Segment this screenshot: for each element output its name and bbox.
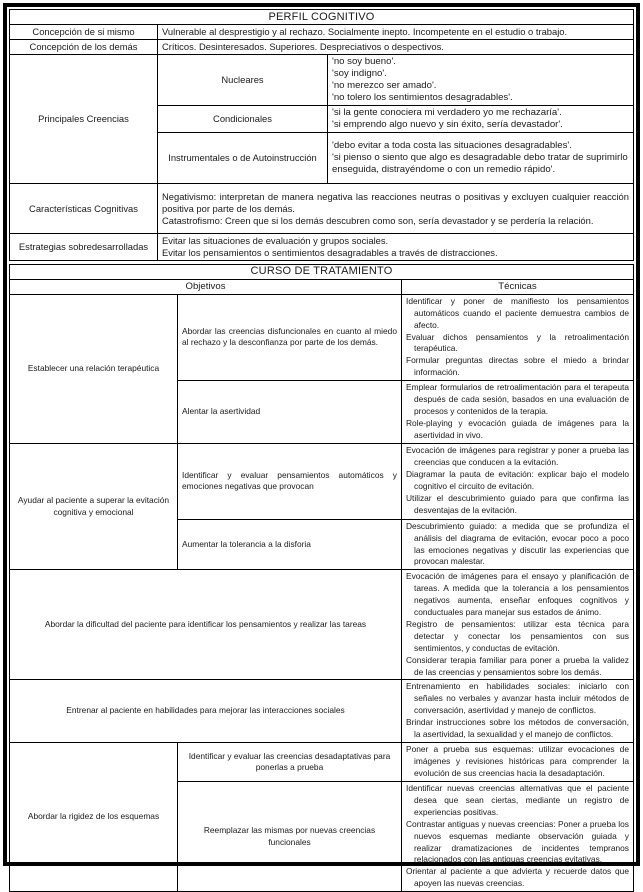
instrumentales-quotes (328, 133, 634, 184)
techniques-cell (402, 381, 634, 444)
treatment-row (10, 294, 634, 380)
techniques-cell (402, 294, 634, 380)
technique-item: Poner a prueba sus esquemas: utilizar evocaciones de imágenes y revisiones históricas para comprender la evolución de sus creencias hacia la desadaptación. (406, 744, 629, 778)
technique-item: Contrastar antiguas y nuevas creencias: Poner a prueba los nuevos esquemas mediante observación guiada y realizar dramatizaciones de incidentes tempranos relacionados con las antiguas creencias evitativas. (406, 818, 629, 865)
strategies-value (158, 234, 634, 261)
objective-cell: Entrenar al paciente en habilidades para mejorar las interacciones sociales (10, 680, 402, 743)
cognitive-features-value (158, 184, 634, 234)
treatment-row (10, 570, 634, 680)
objective-cell: Abordar la dificultad del paciente para identificar los pensamientos y realizar las tareas (10, 570, 402, 680)
technique-item: Registro de pensamientos: utilizar esta técnica para detectar y conectar los pensamientos con sus sentimientos, y conductas de evitación. (406, 618, 629, 653)
objective-cell: Ayudar al paciente a superar la evitación cognitiva y emocional (10, 443, 178, 570)
curso-tratamiento-table (9, 264, 634, 892)
quote-line: 'soy indigno'. (332, 68, 387, 79)
technique-item: Role-playing y evocación guiada de imágenes para la asertividad in vivo. (406, 417, 629, 440)
others-concept-row (10, 40, 634, 55)
technique-item: Brindar instrucciones sobre los métodos de conversación, la asertividad, la sexualidad y el manejo de conflictos. (406, 717, 629, 740)
technique-item: Descubrimiento guiado: a medida que se profundiza el análisis del diagrama de evitación, evocar poco a poco las emociones negativas y discutir las experiencias que provocan malestar. (406, 520, 629, 567)
cognitive-features-label: Características Cognitivas (10, 184, 158, 234)
quote-line: 'no soy bueno'. (332, 56, 396, 67)
strategy-item: Evitar las situaciones de evaluación y grupos sociales. (162, 235, 389, 246)
perfil-cognitivo-table (9, 9, 634, 261)
techniques-cell (402, 680, 634, 743)
techniques-cell (402, 443, 634, 519)
sub-objective-cell: Reemplazar las mismas por nuevas creencias funcionales (178, 782, 402, 892)
objective-cell: Establecer una relación terapéutica (10, 294, 178, 443)
belief-type-nucleares: Nucleares (158, 55, 328, 106)
document-frame (3, 3, 640, 889)
strategies-label: Estrategias sobredesarrolladas (10, 234, 158, 261)
curso-header-row (10, 279, 634, 294)
techniques-cell (402, 782, 634, 892)
curso-title: CURSO DE TRATAMIENTO (10, 265, 634, 280)
nucleares-quotes (328, 55, 634, 106)
belief-type-condicionales: Condicionales (158, 106, 328, 133)
quote-line: 'si pienso o siento que algo es desagradable debo tratar de suprimirlo enseguida, distrayéndome o con un remedio rápido'. (332, 152, 628, 175)
self-concept-row (10, 25, 634, 40)
technique-item: Identificar y poner de manifiesto los pensamientos automáticos cuando el paciente demuestra cambios de afecto. (406, 295, 629, 330)
techniques-cell (402, 519, 634, 570)
cognitive-features-row (10, 184, 634, 234)
others-concept-value: Críticos. Desinteresados. Superiores. Despreciativos o despectivos. (158, 40, 634, 55)
treatment-row (10, 443, 634, 519)
technique-item: Formular preguntas directas sobre el miedo a brindar información. (406, 355, 629, 378)
technique-item: Utilizar el descubrimiento guiado para que confirma las desventajas de la evitación. (406, 493, 629, 515)
strategy-item: Evitar los pensamientos o sentimientos desagradables a través de distracciones. (162, 247, 498, 258)
technique-item: Evocación de imágenes para registrar y poner a prueba las creencias que conducen a la evitación. (406, 445, 629, 468)
technique-item: Emplear formularios de retroalimentación para el terapeuta después de cada sesión, basados en una evaluación de procesos y contenidos de la terapia. (406, 382, 629, 416)
sub-objective-cell: Abordar las creencias disfuncionales en cuanto al miedo al rechazo y la desconfianza por parte de los demás. (178, 294, 402, 380)
quote-line: 'debo evitar a toda costa las situaciones desagradables'. (332, 140, 572, 151)
beliefs-nucleares-row (10, 55, 634, 106)
self-concept-label: Concepción de si mismo (10, 25, 158, 40)
beliefs-label: Principales Creencias (10, 55, 158, 184)
self-concept-value: Vulnerable al desprestigio y al rechazo. Socialmente inepto. Incompetente en el estudio o trabajo. (158, 25, 634, 40)
techniques-cell (402, 570, 634, 680)
curso-title-row (10, 265, 634, 280)
treatment-row (10, 680, 634, 743)
strategies-row (10, 234, 634, 261)
objective-cell: Abordar la rigidez de los esquemas (10, 743, 178, 892)
treatment-row (10, 743, 634, 782)
technique-item: Evaluar dichos pensamientos y la retroalimentación terapéutica. (406, 331, 629, 354)
technique-item: Orientar al paciente a que advierta y recuerde datos que apoyen las nuevas creencias. (406, 866, 629, 889)
technique-item: Considerar terapia familiar para poner a prueba la validez de las creencias y pensamientos sobre los demás. (406, 654, 629, 677)
sub-objective-cell: Alentar la asertividad (178, 381, 402, 444)
column-header-objetivos: Objetivos (10, 279, 402, 294)
others-concept-label: Concepción de los demás (10, 40, 158, 55)
quote-line: 'no merezco ser amado'. (332, 80, 437, 91)
quote-line: 'no tolero los sentimientos desagradables'. (332, 92, 513, 103)
cognitive-item: Negativismo: interpretan de manera negativa las reacciones neutras o positivas y excluyen cualquier reacción positiva por parte de los demás. (162, 190, 629, 214)
technique-item: Entrenamiento en habilidades sociales: iniciarlo con señales no verbales y avanzar hasta incluir métodos de conversación, asertividad y manejo de conflictos. (406, 681, 629, 716)
perfil-title-row (10, 10, 634, 25)
technique-item: Evocación de imágenes para el ensayo y planificación de tareas. A medida que la tolerancia a los pensamientos negativos aumenta, enseñar enfoques cognitivos y conductuales para manejar sus estados de ánimo. (406, 571, 629, 618)
condicionales-quotes (328, 106, 634, 133)
perfil-title: PERFIL COGNITIVO (10, 10, 634, 25)
techniques-cell (402, 743, 634, 782)
column-header-tecnicas: Técnicas (402, 279, 634, 294)
sub-objective-cell: Identificar y evaluar las creencias desadaptativas para ponerlas a prueba (178, 743, 402, 782)
quote-line: 'si emprendo algo nuevo y sin éxito, sería devastador'. (332, 119, 563, 130)
sub-objective-cell: Identificar y evaluar pensamientos automáticos y emociones negativas que provocan (178, 443, 402, 519)
technique-item: Diagramar la pauta de evitación: explicar bajo el modelo cognitivo el circuito de evitación. (406, 469, 629, 492)
sub-objective-cell: Aumentar la tolerancia a la disforia (178, 519, 402, 570)
belief-type-instrumentales: Instrumentales o de Autoinstrucción (158, 133, 328, 184)
technique-item: Identificar nuevas creencias alternativas que el paciente desea que sean ciertas, mediante un registro de experiencias positivas. (406, 783, 629, 817)
quote-line: 'si la gente conociera mi verdadero yo me rechazaría'. (332, 107, 562, 118)
cognitive-item: Catastrofismo: Creen que si los demás descubren como son, sería devastador y se perdería la relación. (162, 214, 594, 226)
